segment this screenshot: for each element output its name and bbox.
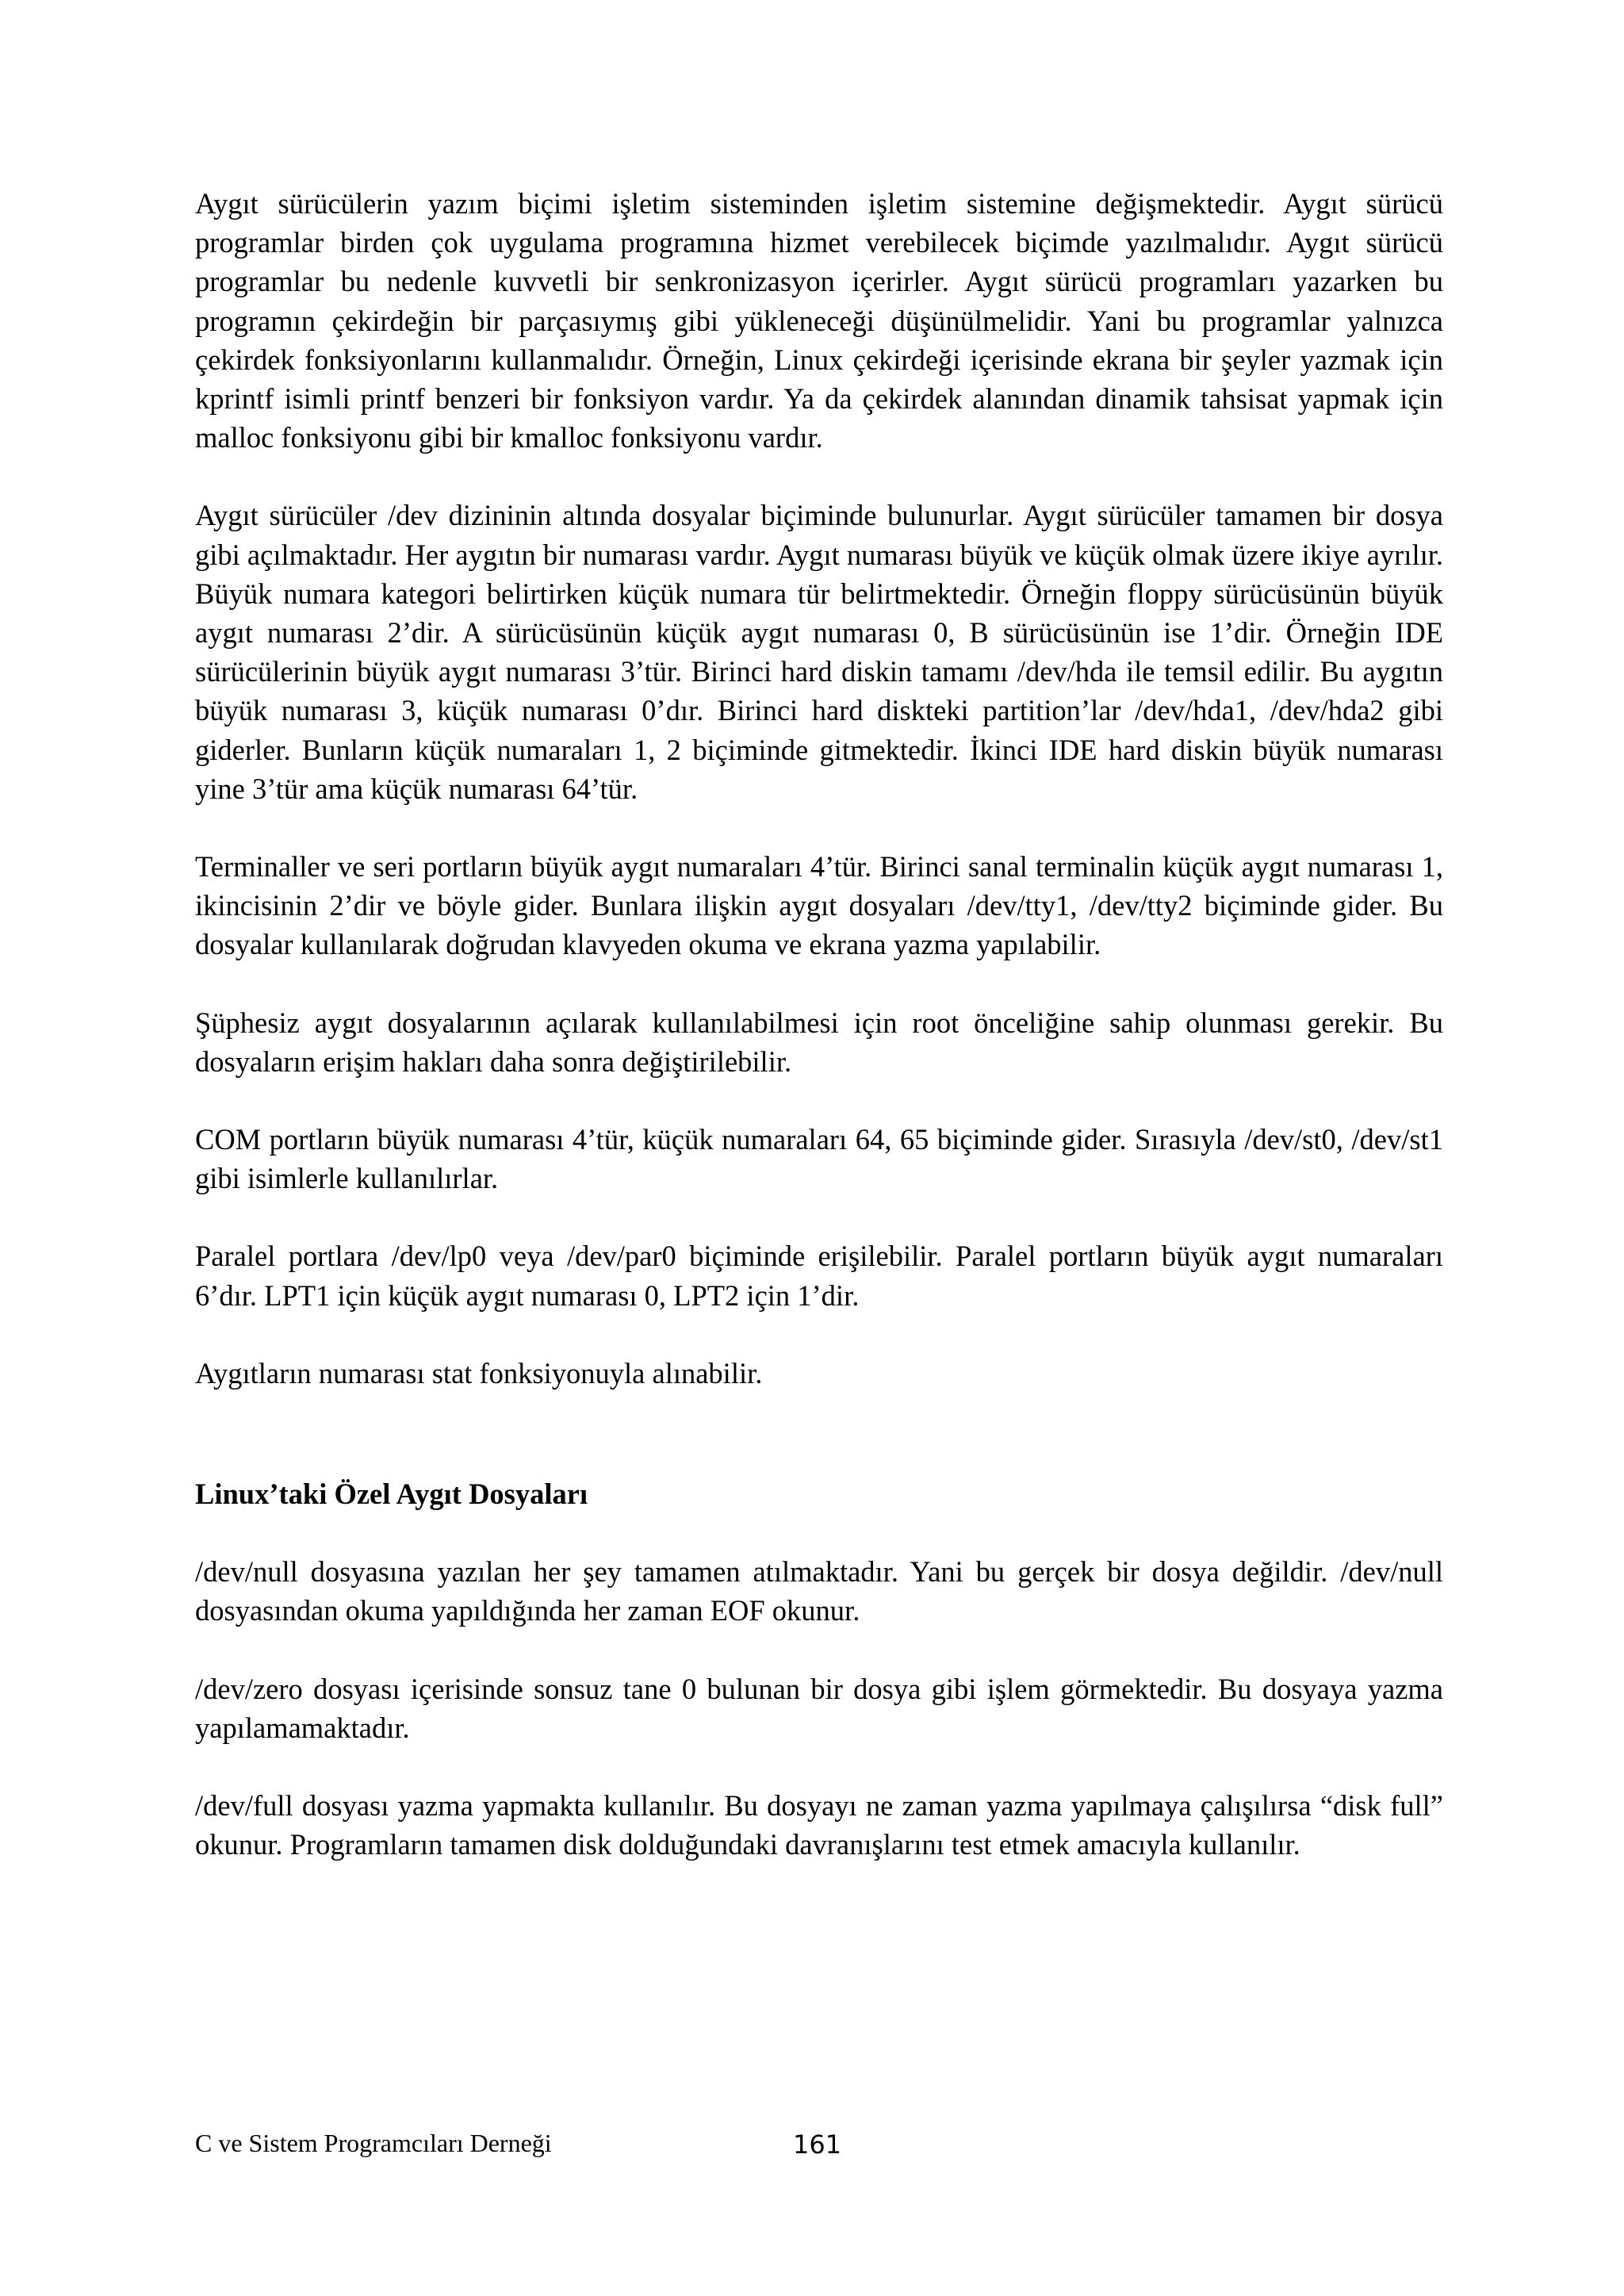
paragraph-device-driver-writing: Aygıt sürücülerin yazım biçimi işletim sisteminden işletim sistemine değişmektedir. Aygıt sürücü programlar birden çok uygulama programına hizmet verebilecek biçimde yazılmalıdır. Aygıt sürücü programlar bu nedenle kuvvetli bir senkronizasyon içerirler. Aygıt sürücü programları yazarken bu programın çekirdeğin bir parçasıymış gibi yükleneceği düşünülmelidir. Yani bu programlar yalnızca çekirdek fonksiyonlarını kullanmalıdır. Örneğin, Linux çekirdeği içerisinde ekrana bir şeyler yazmak için kprintf isimli printf benzeri bir fonksiyon vardır. Ya da çekirdek alanından dinamik tahsisat yapmak için malloc fonksiyonu gibi bir kmalloc fonksiyonu vardır. bbox=[195, 187, 1443, 454]
paragraph-com-ports: COM portların büyük numarası 4’tür, küçük numaraları 64, 65 biçiminde gider. Sırasıyla /dev/st0, /dev/st1 gibi isimlerle kullanılırlar. bbox=[195, 1123, 1443, 1195]
paragraph-terminals: Terminaller ve seri portların büyük aygıt numaraları 4’tür. Birinci sanal terminalin küçük aygıt numarası 1, ikincisinin 2’dir ve böyle gider. Bunlara ilişkin aygıt dosyaları /dev/tty1, /dev/tty2 biçiminde gider. Bu dosyalar kullanılarak doğrudan klavyeden okuma ve ekrana yazma yapılabilir. bbox=[195, 850, 1443, 961]
paragraph-root-privilege: Şüphesiz aygıt dosyalarının açılarak kullanılabilmesi için root önceliğine sahip olunması gerekir. Bu dosyaların erişim hakları daha sonra değiştirilebilir. bbox=[195, 1006, 1443, 1078]
paragraph-parallel-ports: Paralel portlara /dev/lp0 veya /dev/par0 biçiminde erişilebilir. Paralel portların büyük aygıt numaraları 6’dır. LPT1 için küçük aygıt numarası 0, LPT2 için 1’dir. bbox=[195, 1240, 1443, 1312]
section-heading: Linux’taki Özel Aygıt Dosyaları bbox=[195, 1478, 588, 1511]
paragraph-device-numbers: Aygıt sürücüler /dev dizininin altında dosyalar biçiminde bulunurlar. Aygıt sürücüler tamamen bir dosya gibi açılmaktadır. Her aygıtın bir numarası vardır. Aygıt numarası büyük ve küçük olmak üzere ikiye ayrılır. Büyük numara kategori belirtirken küçük numara tür belirtmektedir. Örneğin floppy sürücüsünün büyük aygıt numarası 2’dir. A sürücüsünün küçük aygıt numarası 0, B sürücüsünün ise 1’dir. Örneğin IDE sürücülerinin büyük aygıt numarası 3’tür. Birinci hard diskin tamamı /dev/hda ile temsil edilir. Bu aygıtın büyük numarası 3, küçük numarası 0’dır. Birinci hard diskteki partition’lar /dev/hda1, /dev/hda2 gibi giderler. Bunların küçük numaraları 1, 2 biçiminde gitmektedir. İkinci IDE hard diskin büyük numarası yine 3’tür ama küçük numarası 64’tür. bbox=[195, 499, 1443, 805]
footer-page-number: 161 bbox=[793, 2129, 842, 2160]
paragraph-stat-function: Aygıtların numarası stat fonksiyonuyla alınabilir. bbox=[195, 1356, 763, 1389]
page-body bbox=[195, 184, 1443, 1903]
paragraph-dev-full: /dev/full dosyası yazma yapmakta kullanılır. Bu dosyayı ne zaman yazma yapılmaya çalışılırsa “disk full” okunur. Programların tamamen disk dolduğundaki davranışlarını test etmek amacıyla kullanılır. bbox=[195, 1789, 1443, 1861]
paragraph-dev-zero: /dev/zero dosyası içerisinde sonsuz tane 0 bulunan bir dosya gibi işlem görmektedir. Bu dosyaya yazma yapılamamaktadır. bbox=[195, 1672, 1443, 1744]
footer-organization: C ve Sistem Programcıları Derneği bbox=[195, 2129, 552, 2157]
paragraph-dev-null: /dev/null dosyasına yazılan her şey tamamen atılmaktadır. Yani bu gerçek bir dosya değildir. /dev/null dosyasından okuma yapıldığında her zaman EOF okunur. bbox=[195, 1555, 1443, 1627]
